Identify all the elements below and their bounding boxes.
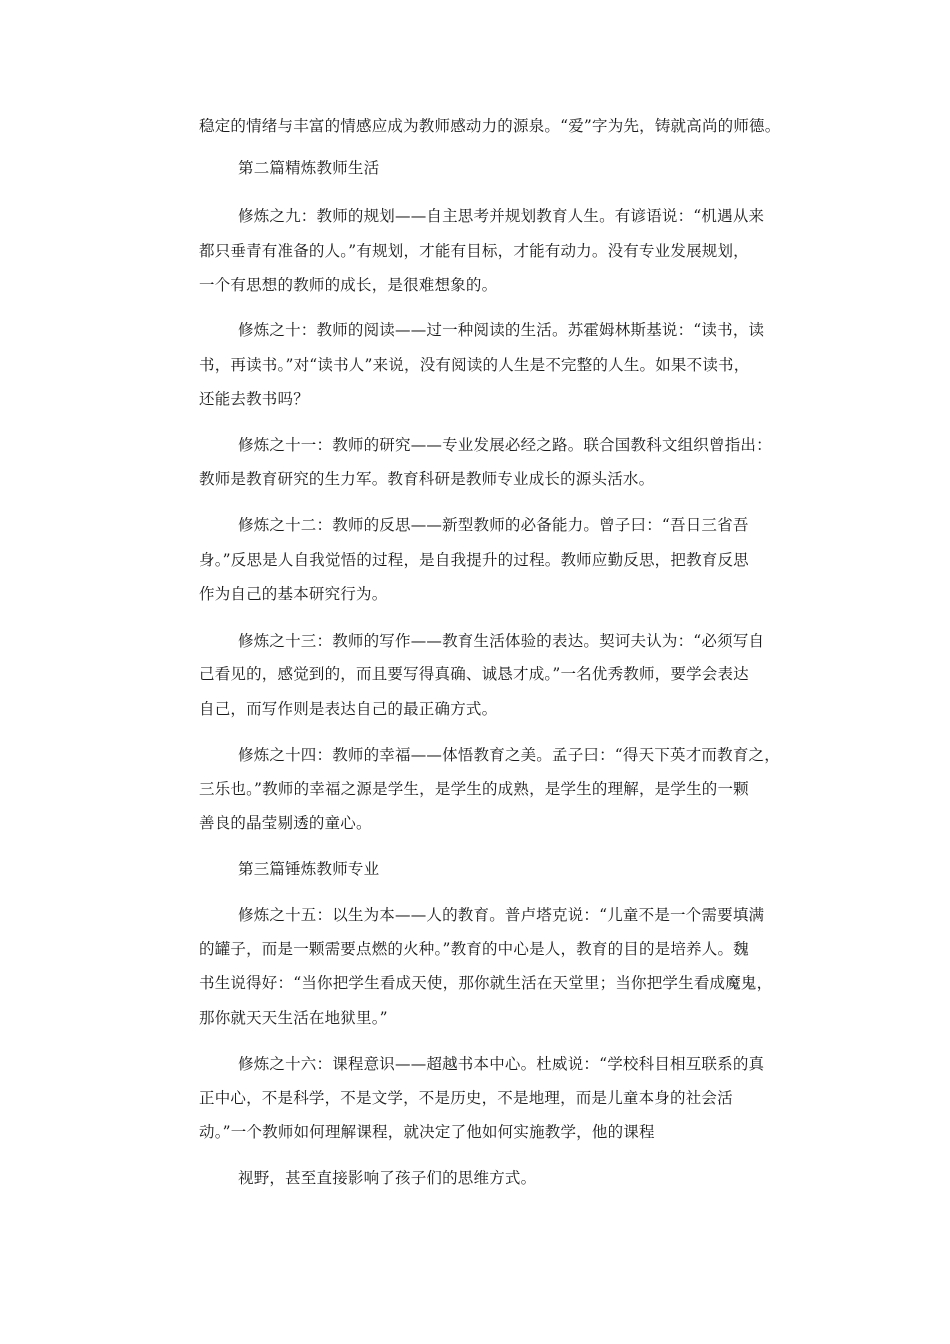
paragraph-line: 修炼之十三：教师的写作——教育生活体验的表达。契诃夫认为：“必须写自 [238,632,765,650]
paragraph-line: 视野，甚至直接影响了孩子们的思维方式。 [238,1169,537,1187]
paragraph-line: 修炼之十：教师的阅读——过一种阅读的生活。苏霍姆林斯基说：“读书，读 [238,321,765,339]
section-heading: 第二篇精炼教师生活 [238,159,380,177]
paragraph-line: 身。”反思是人自我觉悟的过程，是自我提升的过程。教师应勤反思，把教育反思 [199,551,749,569]
paragraph-line: 修炼之十二：教师的反思——新型教师的必备能力。曾子曰：“吾日三省吾 [238,516,749,534]
paragraph-line: 修炼之九：教师的规划——自主思考并规划教育人生。有谚语说：“机遇从来 [238,207,765,225]
paragraph-line: 的罐子，而是一颗需要点燃的火种。”教育的中心是人，教育的目的是培养人。魏 [199,940,749,958]
paragraph-line: 稳定的情绪与丰富的情感应成为教师感动力的源泉。“爱”字为先，铸就高尚的师德。 [199,117,781,135]
paragraph-line: 三乐也。”教师的幸福之源是学生，是学生的成熟，是学生的理解，是学生的一颗 [199,780,749,798]
section-heading: 第三篇锤炼教师专业 [238,860,380,878]
paragraph-line: 还能去教书吗？ [199,390,309,408]
paragraph-line: 修炼之十四：教师的幸福——体悟教育之美。孟子曰：“得天下英才而教育之， [238,746,780,764]
paragraph-line: 都只垂青有准备的人。”有规划，才能有目标，才能有动力。没有专业发展规划， [199,242,749,260]
paragraph-line: 书，再读书。”对“读书人”来说，没有阅读的人生是不完整的人生。如果不读书， [199,356,750,374]
paragraph-line: 修炼之十六：课程意识——超越书本中心。杜威说：“学校科目相互联系的真 [238,1055,765,1073]
paragraph-line: 善良的晶莹剔透的童心。 [199,814,372,832]
paragraph-line: 那你就天天生活在地狱里。” [199,1009,388,1027]
paragraph-line: 一个有思想的教师的成长，是很难想象的。 [199,276,498,294]
paragraph-line: 动。”一个教师如何理解课程，就决定了他如何实施教学，他的课程 [199,1123,655,1141]
paragraph-line: 教师是教育研究的生力军。教育科研是教师专业成长的源头活水。 [199,470,655,488]
paragraph-line: 修炼之十一：教师的研究——专业发展必经之路。联合国教科文组织曾指出： [238,436,772,454]
paragraph-line: 正中心，不是科学，不是文学，不是历史，不是地理，而是儿童本身的社会活 [199,1089,733,1107]
paragraph-line: 作为自己的基本研究行为。 [199,585,388,603]
paragraph-line: 己看见的，感觉到的，而且要写得真确、诚恳才成。”一名优秀教师，要学会表达 [199,665,749,683]
paragraph-line: 自己，而写作则是表达自己的最正确方式。 [199,700,498,718]
paragraph-line: 修炼之十五：以生为本——人的教育。普卢塔克说：“儿童不是一个需要填满 [238,906,765,924]
paragraph-line: 书生说得好：“当你把学生看成天使，那你就生活在天堂里；当你把学生看成魔鬼， [199,974,773,992]
